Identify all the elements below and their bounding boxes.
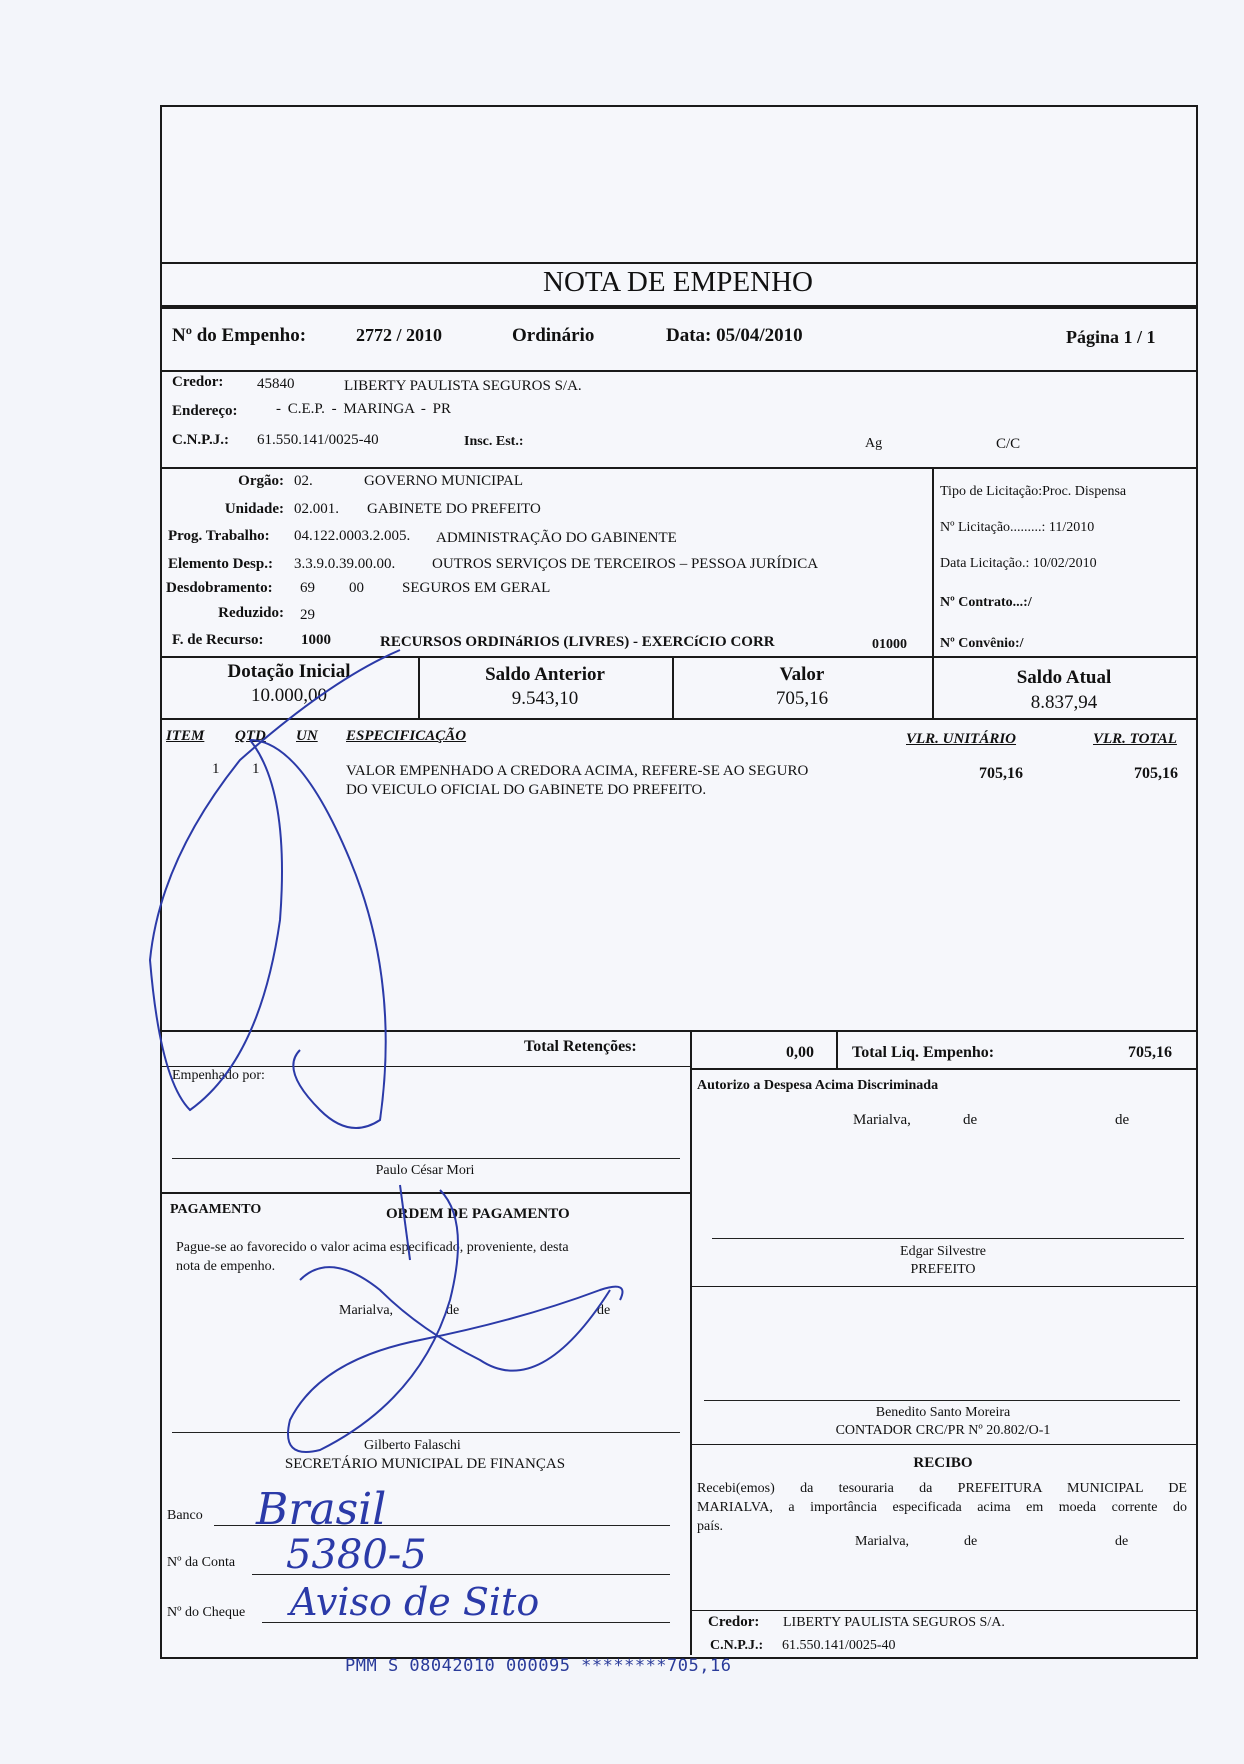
bank-agency-label: Ag [865,436,883,451]
bidding-date: Data Licitação.: 10/02/2010 [940,556,1097,571]
col-spec-header: ESPECIFICAÇÃO [346,728,467,744]
finance-secretary-name: Gilberto Falaschi [364,1438,461,1453]
state-registration-label: Insc. Est.: [464,434,524,449]
unit-code: 02.001. [294,501,339,517]
receipt-cnpj-label: C.N.P.J.: [710,1638,764,1653]
authorization-place: Marialva, [853,1112,911,1128]
payment-order-label: ORDEM DE PAGAMENTO [386,1206,570,1222]
account-label: Nº da Conta [167,1555,236,1570]
empenho-type: Ordinário [512,325,595,346]
payment-de-1: de [446,1303,460,1318]
receipt-text-line-1: Recebi(emos) da tesouraria da PREFEITURA MUNICIPAL DE [697,1481,1187,1496]
breakdown-label: Desdobramento: [166,580,273,596]
empenho-number-label: Nº do Empenho: [172,325,307,346]
document-title: NOTA DE EMPENHO [543,266,813,298]
col-unit-price-header: VLR. UNITÁRIO [906,731,1017,747]
creditor-label: Credor: [172,374,224,390]
receipt-de-2: de [1115,1534,1129,1549]
address-field-label: Endereço: [172,403,238,419]
organ-code: 02. [294,473,313,489]
resource-source-name: RECURSOS ORDINáRIOS (LIVRES) - EXERCíCIO CORR [380,634,775,650]
breakdown-code-1: 69 [300,580,315,596]
col-total-header: VLR. TOTAL [1093,731,1177,747]
receipt-text-line-2: MARIALVA, a importância especificada acima em moeda corrente do [697,1500,1187,1515]
committed-by-name: Paulo César Mori [375,1163,475,1178]
payment-place: Marialva, [339,1303,394,1318]
total-net-label: Total Liq. Empenho: [852,1044,995,1061]
committed-by-label: Empenhado por: [172,1068,265,1083]
total-withholdings-label: Total Retenções: [524,1038,637,1055]
col-qty-header: QTD [235,728,266,744]
amount-label: Valor [779,664,825,685]
accountant-title: CONTADOR CRC/PR Nº 20.802/O-1 [835,1423,1051,1438]
expense-element-name: OUTROS SERVIÇOS DE TERCEIROS – PESSOA JURÍDICA [432,556,819,572]
resource-source-label: F. de Recurso: [172,632,264,648]
agreement-number: Nº Convênio:/ [940,636,1024,651]
expense-element-label: Elemento Desp.: [168,556,273,572]
check-label: Nº do Cheque [167,1605,246,1620]
work-program-name: ADMINISTRAÇÃO DO GABINENTE [436,530,677,546]
resource-source-code-2: 01000 [872,637,907,652]
payment-label: PAGAMENTO [170,1202,262,1217]
unit-name: GABINETE DO PREFEITO [367,501,541,517]
receipt-de-1: de [964,1534,978,1549]
reduced-label: Reduzido: [218,605,284,621]
mayor-title: PREFEITO [910,1262,976,1277]
creditor-code: 45840 [257,376,295,392]
row-spec-line-2: DO VEICULO OFICIAL DO GABINETE DO PREFEITO. [346,782,707,798]
current-balance-label: Saldo Atual [1016,667,1112,688]
page-number: Página 1 / 1 [1066,327,1156,347]
total-net-value: 705,16 [1128,1044,1172,1061]
receipt-text-line-3: país. [697,1519,724,1534]
receipt-place: Marialva, [855,1534,910,1549]
creditor-cnpj-label: C.N.P.J.: [172,432,229,448]
creditor-cnpj: 61.550.141/0025-40 [257,432,379,448]
amount-value: 705,16 [775,688,829,709]
payment-de-2: de [597,1303,611,1318]
col-item-header: ITEM [166,728,205,744]
current-balance-value: 8.837,94 [1030,692,1098,713]
resource-source-code: 1000 [301,632,331,648]
bank-handwritten: Brasil [256,1484,387,1535]
checking-account-label: C/C [996,436,1021,452]
receipt-label: RECIBO [913,1455,973,1471]
authorization-label: Autorizo a Despesa Acima Discriminada [697,1078,939,1093]
previous-balance-value: 9.543,10 [511,688,579,709]
authorization-de-1: de [963,1112,978,1128]
receipt-creditor-label: Credor: [708,1614,760,1630]
receipt-cnpj: 61.550.141/0025-40 [782,1638,896,1653]
organ-label: Orgão: [238,473,284,489]
reduced-code: 29 [300,607,315,623]
breakdown-code-2: 00 [349,580,364,596]
finance-secretary-title: SECRETÁRIO MUNICIPAL DE FINANÇAS [284,1456,566,1472]
col-unit-header: UN [296,728,318,744]
initial-budget-label: Dotação Inicial [227,661,351,682]
row-item: 1 [212,761,220,777]
payment-text-line-2: nota de empenho. [176,1259,276,1274]
row-total: 705,16 [1134,765,1178,782]
receipt-creditor-name: LIBERTY PAULISTA SEGUROS S/A. [783,1615,1005,1630]
unit-label: Unidade: [224,501,284,517]
contract-number: Nº Contrato...:/ [940,595,1032,610]
breakdown-name: SEGUROS EM GERAL [402,580,551,596]
expense-element-code: 3.3.9.0.39.00.00. [294,556,396,572]
previous-balance-label: Saldo Anterior [485,664,605,685]
total-withholdings-value: 0,00 [786,1044,814,1061]
work-program-label: Prog. Trabalho: [168,528,270,544]
row-qty: 1 [252,761,260,777]
footer-control-code: PMM S 08042010 000095 ********705,16 [345,1656,732,1676]
payment-text-line-1: Pague-se ao favorecido o valor acima especificado, proveniente, desta [176,1240,569,1255]
account-handwritten: 5380-5 [286,1532,427,1578]
organ-name: GOVERNO MUNICIPAL [364,473,524,489]
row-unit-price: 705,16 [979,765,1023,782]
empenho-date: Data: 05/04/2010 [666,325,803,346]
authorization-de-2: de [1115,1112,1130,1128]
empenho-number: 2772 / 2010 [356,325,443,345]
row-spec-line-1: VALOR EMPENHADO A CREDORA ACIMA, REFERE-SE AO SEGURO [346,763,809,779]
bidding-type: Tipo de Licitação:Proc. Dispensa [940,484,1127,499]
creditor-name: LIBERTY PAULISTA SEGUROS S/A. [344,378,582,394]
creditor-address: - C.E.P. - MARINGA - PR [276,401,452,417]
check-handwritten: Aviso de Sito [290,1580,540,1624]
bidding-number: Nº Licitação.........: 11/2010 [940,520,1095,535]
initial-budget-value: 10.000,00 [251,685,327,706]
mayor-name: Edgar Silvestre [900,1244,986,1259]
accountant-name: Benedito Santo Moreira [875,1405,1011,1420]
bank-label: Banco [167,1508,203,1523]
work-program-code: 04.122.0003.2.005. [294,528,411,544]
